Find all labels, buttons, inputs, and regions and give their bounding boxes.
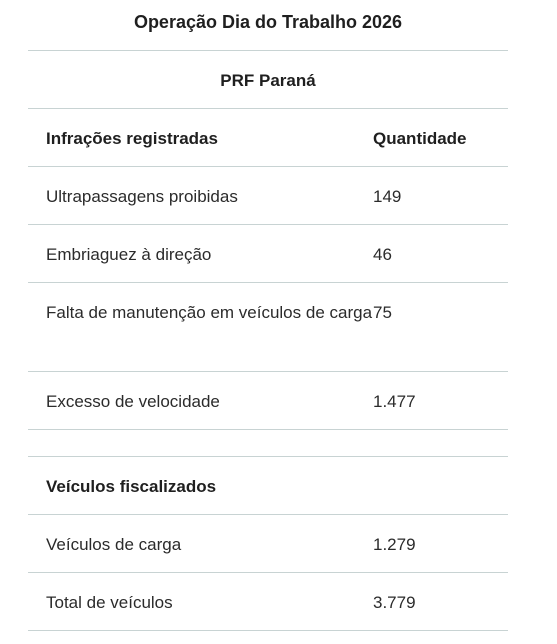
row-label: Embriaguez à direção <box>46 245 212 264</box>
table-row <box>28 372 508 430</box>
row-label: Falta de manutenção em veículos de carga <box>46 303 373 322</box>
row-label: Veículos de carga <box>46 535 182 554</box>
page-title: Operação Dia do Trabalho 2026 <box>133 12 403 32</box>
row-value: 75 <box>373 303 392 322</box>
table-row <box>28 225 508 283</box>
quantity-header-label: Quantidade <box>373 129 467 148</box>
spacer-row <box>28 430 508 457</box>
row-value: 1.477 <box>373 392 416 411</box>
statistics-table <box>28 50 508 631</box>
table-subtitle: PRF Paraná <box>220 71 316 90</box>
row-label: Total de veículos <box>46 593 173 612</box>
row-value: 1.279 <box>373 535 416 554</box>
table-row <box>28 167 508 225</box>
table-caption-row <box>28 51 508 109</box>
table-row <box>28 283 508 372</box>
row-value: 3.779 <box>373 593 416 612</box>
vehicles-header-label: Veículos fiscalizados <box>46 477 217 496</box>
table-row <box>28 515 508 573</box>
row-label: Ultrapassagens proibidas <box>46 187 238 206</box>
table-row <box>28 573 508 631</box>
vehicles-header-row <box>28 457 508 515</box>
infractions-header-label: Infrações registradas <box>46 129 218 148</box>
row-label: Excesso de velocidade <box>46 392 220 411</box>
infractions-header-row <box>28 109 508 167</box>
row-value: 149 <box>373 187 402 206</box>
row-value: 46 <box>373 245 392 264</box>
